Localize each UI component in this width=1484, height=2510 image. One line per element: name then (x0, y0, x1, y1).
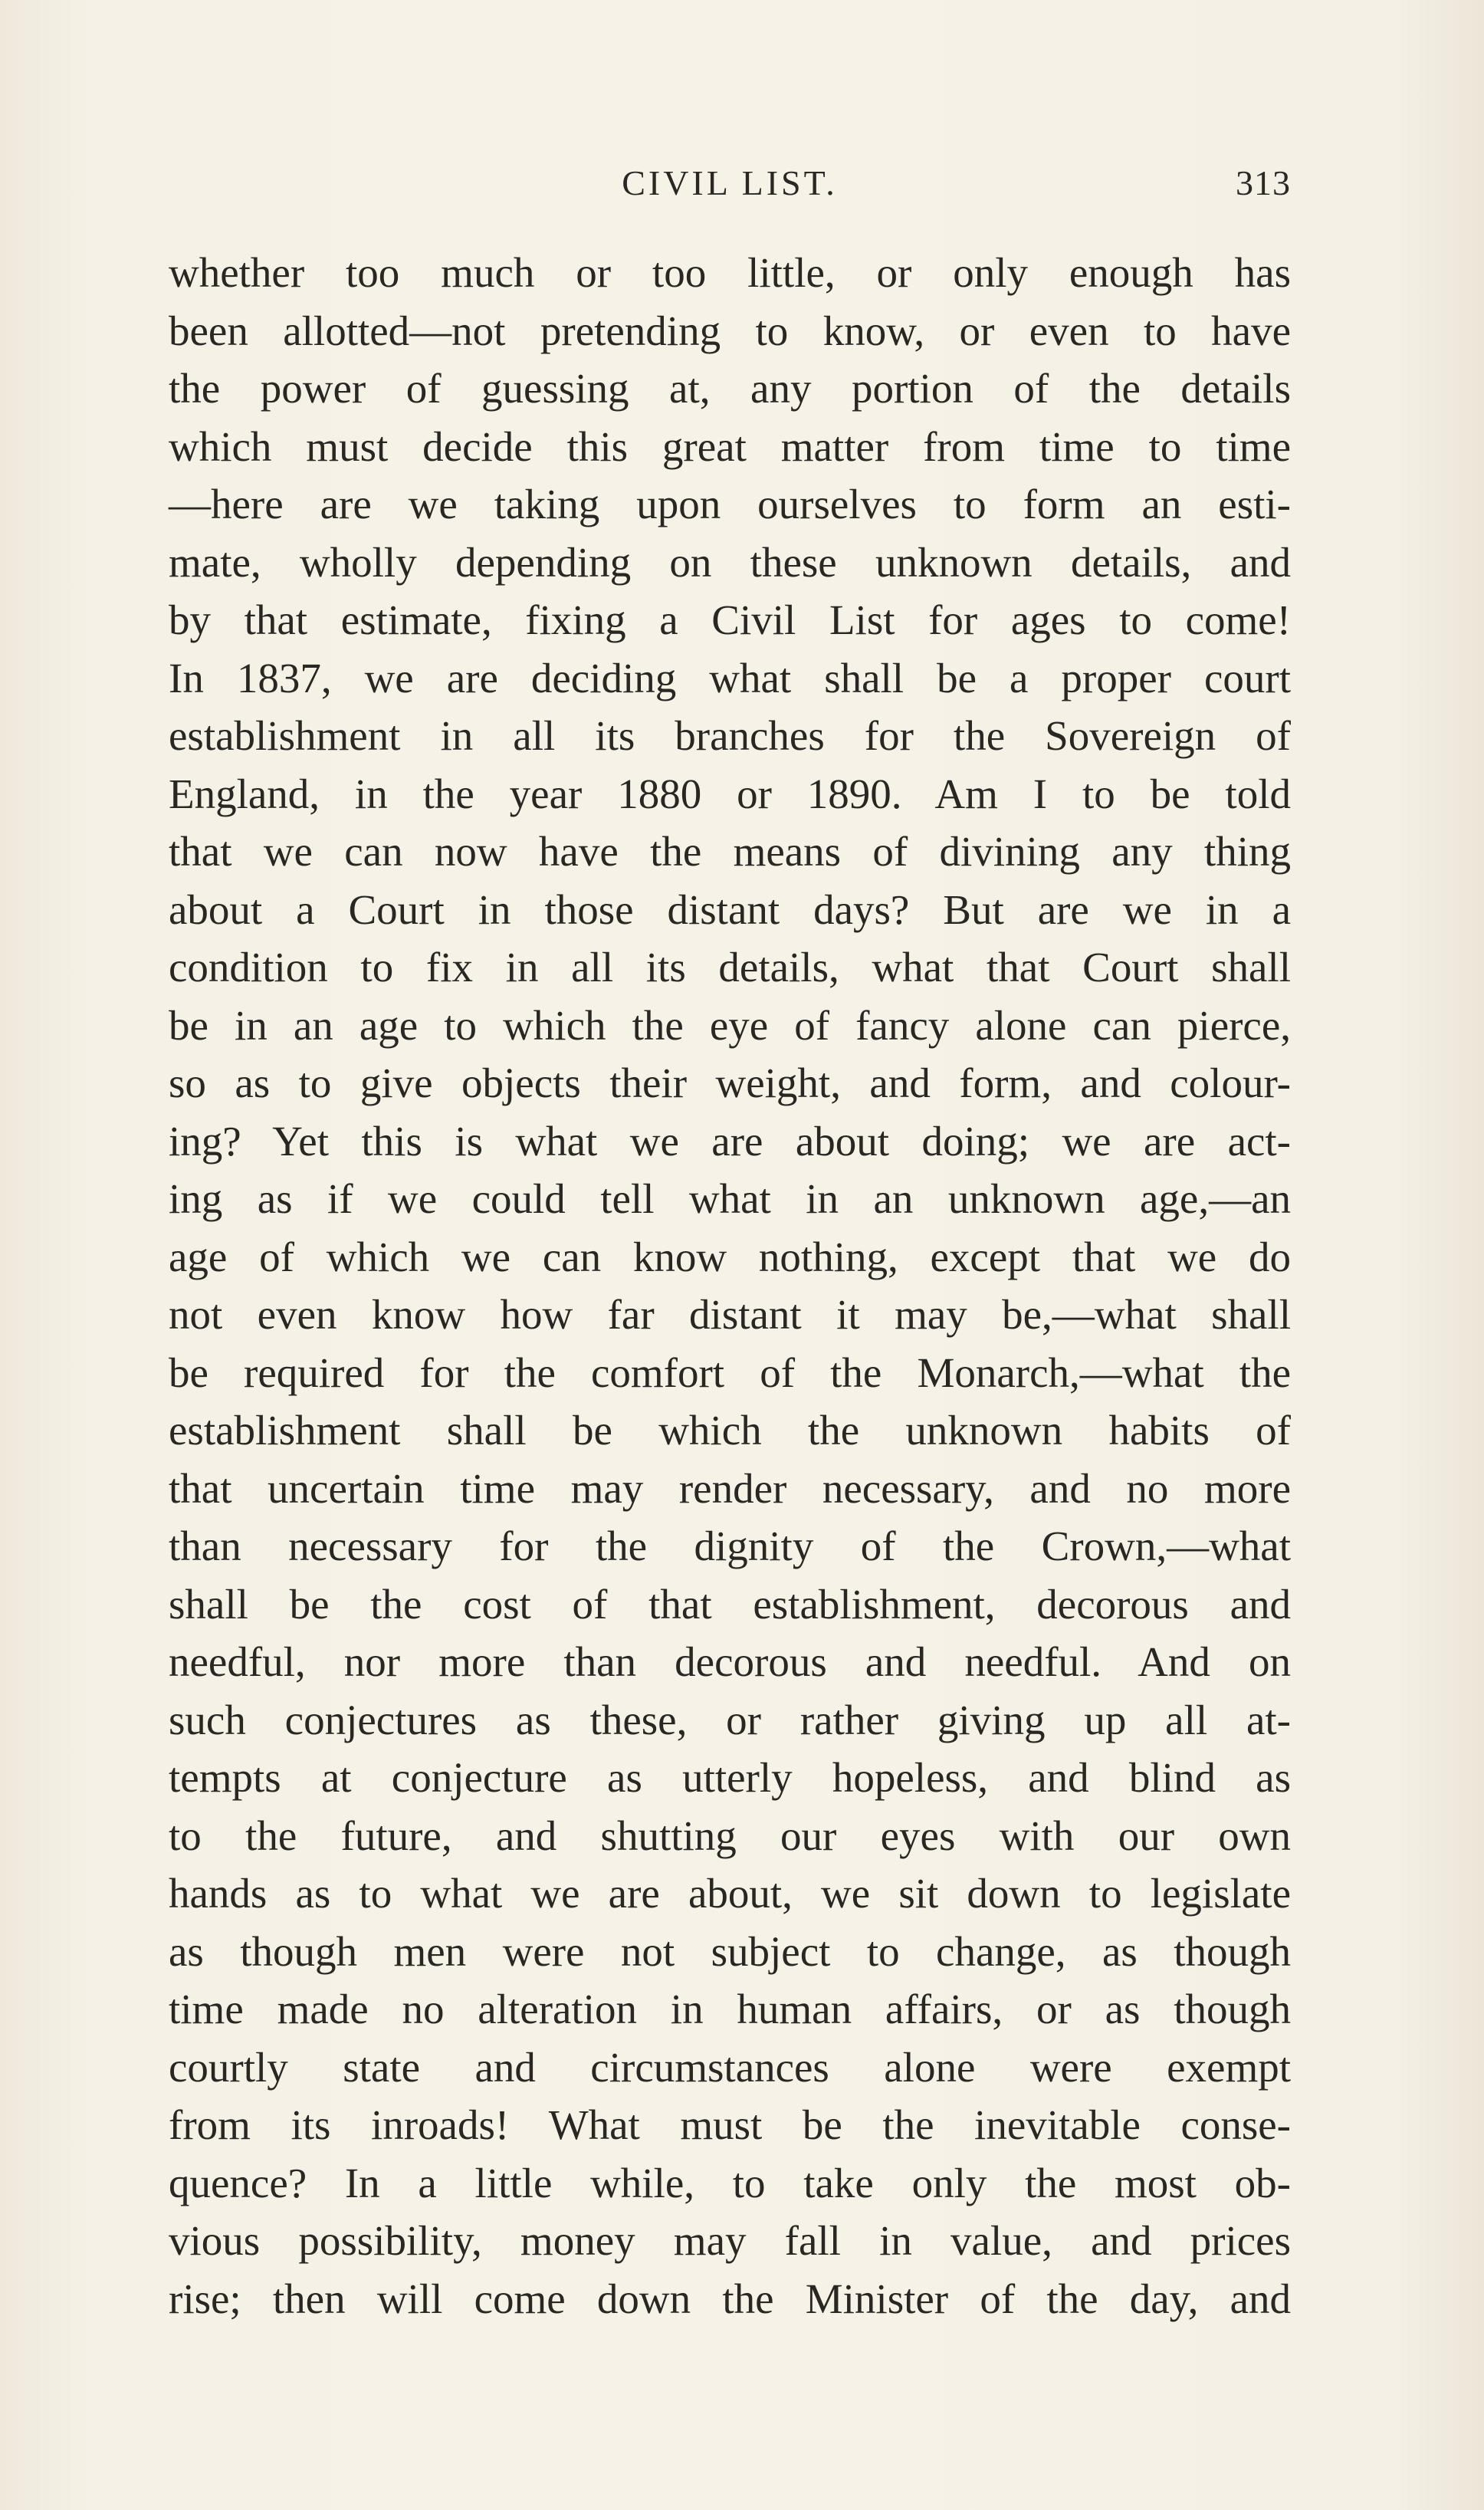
text-line: hands as to what we are about, we sit down to legislate (169, 1870, 1291, 1917)
text-line: so as to give objects their weight, and form, and colour- (169, 1060, 1291, 1106)
text-line: needful, nor more than decorous and needful. And on (169, 1638, 1291, 1685)
text-line: shall be the cost of that establishment, decorous and (169, 1580, 1291, 1628)
text-line: to the future, and shutting our eyes with our own (169, 1812, 1291, 1859)
text-line: that uncertain time may render necessary, and no more (169, 1464, 1291, 1512)
text-line: age of which we can know nothing, except that we do (169, 1233, 1291, 1280)
text-line: not even know how far distant it may be,—what shall (169, 1291, 1291, 1338)
text-line: whether too much or too little, or only enough has (169, 249, 1291, 296)
body-paragraph (169, 244, 1291, 2328)
text-line: be in an age to which the eye of fancy alone can pierce, (169, 1001, 1291, 1049)
text-line: been allotted—not pretending to know, or even to have (169, 307, 1291, 354)
running-title: CIVIL LIST. (622, 163, 838, 202)
text-line: tempts at conjecture as utterly hopeless, and blind as (169, 1754, 1291, 1801)
text-line: condition to fix in all its details, what that Court shall (169, 944, 1291, 991)
text-line: —here are we taking upon ourselves to form an esti- (169, 481, 1291, 527)
page-number: 313 (1236, 163, 1291, 202)
text-line: vious possibility, money may fall in value, and prices (169, 2217, 1291, 2264)
text-line: mate, wholly depending on these unknown details, and (169, 538, 1291, 586)
text-line: courtly state and circumstances alone were exempt (169, 2043, 1291, 2091)
text-line: the power of guessing at, any portion of the details (169, 365, 1291, 412)
text-line: that we can now have the means of divining any thing (169, 828, 1291, 875)
text-line: by that estimate, fixing a Civil List for ages to come! (169, 596, 1291, 643)
text-line: as though men were not subject to change, as though (169, 1927, 1291, 1975)
text-line: In 1837, we are deciding what shall be a proper court (169, 654, 1291, 701)
text-line: such conjectures as these, or rather giving up all at- (169, 1696, 1291, 1743)
text-line: be required for the comfort of the Monarch,—what the (169, 1349, 1291, 1396)
text-line: than necessary for the dignity of the Crown,—what (169, 1523, 1291, 1569)
text-line: establishment shall be which the unknown habits of (169, 1407, 1291, 1454)
text-line: ing? Yet this is what we are about doing; we are act- (169, 1117, 1291, 1165)
text-line: time made no alteration in human affairs, or as though (169, 1986, 1291, 2032)
text-line: from its inroads! What must be the inevitable conse- (169, 2101, 1291, 2148)
running-head (169, 163, 1291, 216)
text-line: about a Court in those distant days? But are we in a (169, 885, 1291, 933)
text-line: quence? In a little while, to take only the most ob- (169, 2159, 1291, 2206)
text-line: ing as if we could tell what in an unknown age,—an (169, 1175, 1291, 1222)
text-line: England, in the year 1880 or 1890. Am I to be told (169, 770, 1291, 817)
text-line: rise; then will come down the Minister of the day, and (169, 2275, 1291, 2322)
text-line: which must decide this great matter from time to time (169, 422, 1291, 470)
text-line: establishment in all its branches for the Sovereign of (169, 712, 1291, 759)
